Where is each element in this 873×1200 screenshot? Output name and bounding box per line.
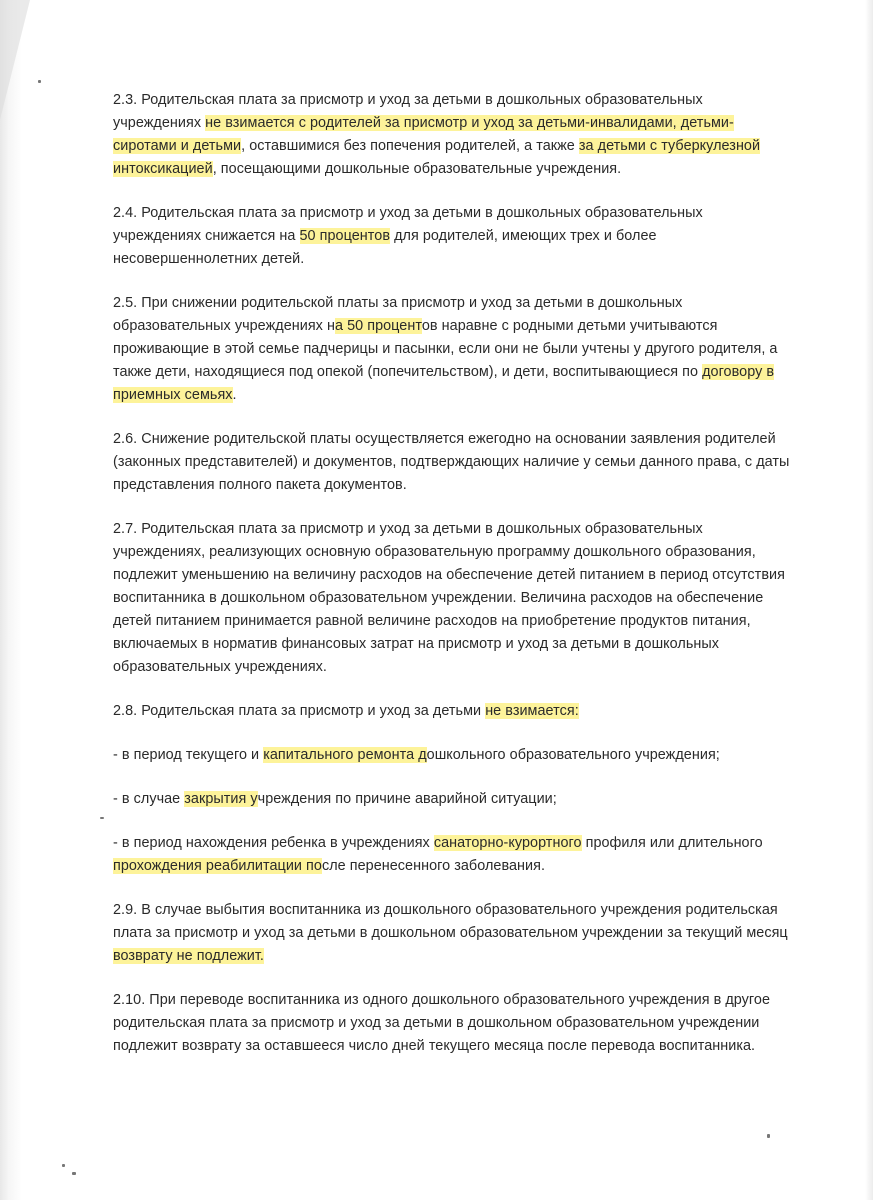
scan-page-edge-right: [865, 0, 873, 1200]
paragraph-2-4: [113, 202, 793, 271]
list-item-repair: [113, 744, 793, 767]
scan-speck: [38, 80, 41, 83]
list-item-closure: [113, 788, 793, 811]
paragraph-2-6: [113, 428, 793, 497]
text-segment: 2.7. Родительская плата за присмотр и уход за детьми в дошкольных образовательных учреждениях, реализующих основную образовательную программу дошкольного образования, подлежит уменьшению на величину расходов на обеспечение детей питанием в период отсутствия воспитанника в дошкольном образовательном учреждении. Величина расходов на обеспечение детей питанием принимается равной величине расходов на приобретение продуктов питания, включаемых в норматив финансовых затрат на присмотр и уход за детьми в дошкольных образовательных учреждениях.: [113, 521, 785, 675]
paragraph-2-8: [113, 700, 793, 723]
highlighted-text: 50 процентов: [299, 228, 391, 244]
highlighted-text: за детьми с туберкулезной интоксикацией: [113, 138, 761, 177]
highlighted-text: возврату не подлежит.: [113, 948, 264, 964]
scan-speck: [767, 1134, 770, 1138]
paragraph-2-3: [113, 89, 793, 181]
text-segment: , посещающими дошкольные образовательные учреждения.: [212, 161, 622, 177]
paragraph-2-7: [113, 518, 793, 679]
highlighted-text: не взимается с родителей за присмотр и уход за детьми-инвалидами, детьми-сиротами и детьми: [113, 115, 734, 154]
highlighted-text: закрытия у: [184, 791, 258, 807]
text-segment: 2.5. При снижении родительской платы за присмотр и уход за детьми в дошкольных образовательных учреждениях н: [113, 295, 683, 334]
text-segment: ов наравне с родными детьми учитываются проживающие в этой семье падчерицы и пасынки, если они не были учтены у другого родителя, а также дети, находящиеся под опекой (попечительством), и дети, воспитывающиеся по: [113, 318, 778, 380]
text-segment: 2.9. В случае выбытия воспитанника из дошкольного образовательного учреждения родительская плата за присмотр и уход за детьми в дошкольном образовательном учреждении за текущий месяц: [113, 902, 788, 941]
list-item-sanatorium: [113, 832, 793, 878]
text-segment: 2.6. Снижение родительской платы осуществляется ежегодно на основании заявления родителей (законных представителей) и документов, подтверждающих наличие у семьи данного права, с даты представления полного пакета документов.: [113, 431, 790, 493]
paragraph-2-10: [113, 989, 793, 1058]
text-segment: 2.4. Родительская плата за присмотр и уход за детьми в дошкольных образовательных учреждениях снижается на: [113, 205, 703, 244]
scan-speck: [62, 1164, 65, 1167]
text-segment: для родителей, имеющих трех и более несовершеннолетних детей.: [113, 228, 657, 267]
paragraph-2-5: [113, 292, 793, 407]
paragraph-2-9: [113, 899, 793, 968]
highlighted-text: не взимается:: [485, 703, 579, 719]
text-segment: ошкольного образовательного учреждения;: [426, 747, 720, 763]
document-body: [113, 89, 793, 1079]
text-segment: чреждения по причине аварийной ситуации;: [257, 791, 557, 807]
scan-speck: [100, 817, 104, 819]
text-segment: 2.8. Родительская плата за присмотр и уход за детьми: [113, 703, 486, 719]
highlighted-text: санаторно-курортного: [433, 835, 582, 851]
highlighted-text: а 50 процент: [334, 318, 422, 334]
scan-speck: [72, 1172, 76, 1175]
highlighted-text: договору в приемных семьях: [113, 364, 775, 403]
text-segment: 2.3. Родительская плата за присмотр и уход за детьми в дошкольных образовательных учреждениях: [113, 92, 703, 131]
text-segment: - в случае: [113, 791, 185, 807]
text-segment: профиля или длительного: [581, 835, 763, 851]
highlighted-text: прохождения реабилитации по: [113, 858, 322, 874]
text-segment: сле перенесенного заболевания.: [321, 858, 546, 874]
text-segment: - в период текущего и: [113, 747, 264, 763]
scan-page-edge: [0, 0, 22, 1200]
text-segment: - в период нахождения ребенка в учреждениях: [113, 835, 434, 851]
text-segment: .: [232, 387, 237, 403]
scan-page-corner: [0, 0, 30, 120]
text-segment: 2.10. При переводе воспитанника из одного дошкольного образовательного учреждения в другое родительская плата за присмотр и уход за детьми в дошкольном образовательном учреждении подлежит возврату за оставшееся число дней текущего месяца после перевода воспитанника.: [113, 992, 771, 1054]
text-segment: , оставшимися без попечения родителей, а также: [241, 138, 579, 154]
highlighted-text: капитального ремонта д: [263, 747, 427, 763]
